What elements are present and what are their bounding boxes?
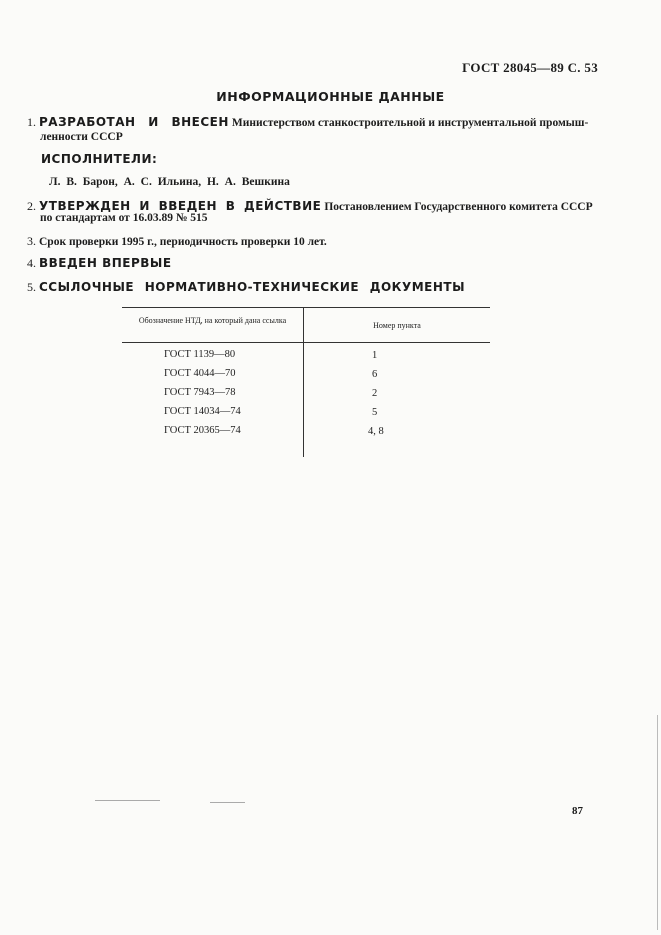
table-row-5-item: 4, 8 bbox=[368, 426, 384, 437]
references-table bbox=[122, 307, 490, 457]
section-2-number: 2. bbox=[27, 199, 36, 213]
running-header: ГОСТ 28045—89 С. 53 bbox=[462, 60, 598, 75]
section-2-text-continued: по стандартам от 16.03.89 № 515 bbox=[40, 212, 208, 224]
section-3 bbox=[27, 234, 327, 249]
section-3-number: 3. bbox=[27, 234, 36, 248]
section-1-text-continued: ленности СССР bbox=[40, 131, 123, 143]
section-4-number: 4. bbox=[27, 256, 36, 270]
scan-artifact bbox=[95, 800, 160, 801]
table-row-2-document: ГОСТ 4044—70 bbox=[164, 368, 236, 379]
table-header-document: Обозначение НТД, на который дана ссылка bbox=[138, 316, 287, 325]
table-row-4-item: 5 bbox=[372, 407, 378, 418]
table-row-3-document: ГОСТ 7943—78 bbox=[164, 387, 236, 398]
table-top-rule bbox=[122, 307, 490, 308]
section-3-text: Срок проверки 1995 г., периодичность проверки 10 лет. bbox=[39, 236, 327, 248]
section-4 bbox=[27, 256, 172, 271]
page-title: ИНФОРМАЦИОННЫЕ ДАННЫЕ bbox=[216, 89, 445, 104]
section-1-heading: РАЗРАБОТАН И ВНЕСЕН bbox=[39, 115, 229, 129]
performers-heading: ИСПОЛНИТЕЛИ: bbox=[41, 152, 158, 166]
page-number: 87 bbox=[572, 805, 583, 817]
section-1-number: 1. bbox=[27, 115, 36, 129]
scan-artifact bbox=[210, 802, 245, 803]
scan-edge bbox=[657, 715, 658, 930]
section-2-text: Постановлением Государственного комитета СССР bbox=[324, 201, 593, 213]
table-header-item-number: Номер пункта bbox=[373, 321, 421, 330]
section-5 bbox=[27, 280, 465, 295]
table-row-2-item: 6 bbox=[372, 369, 378, 380]
table-row-3-item: 2 bbox=[372, 388, 378, 399]
section-2-heading: УТВЕРЖДЕН И ВВЕДЕН В ДЕЙСТВИЕ bbox=[39, 199, 322, 213]
section-5-heading: ССЫЛОЧНЫЕ НОРМАТИВНО-ТЕХНИЧЕСКИЕ ДОКУМЕНТЫ bbox=[39, 280, 466, 294]
section-1-text: Министерством станкостроительной и инструментальной промыш- bbox=[231, 117, 589, 129]
table-row-5-document: ГОСТ 20365—74 bbox=[164, 425, 241, 436]
section-5-number: 5. bbox=[27, 280, 36, 294]
table-row-1-item: 1 bbox=[372, 350, 378, 361]
table-row-1-document: ГОСТ 1139—80 bbox=[164, 349, 236, 360]
table-row-4-document: ГОСТ 14034—74 bbox=[164, 406, 241, 417]
section-4-heading: ВВЕДЕН ВПЕРВЫЕ bbox=[39, 256, 172, 270]
performers-names: Л. В. Барон, А. С. Ильина, Н. А. Вешкина bbox=[49, 176, 290, 188]
table-header-rule bbox=[122, 342, 490, 343]
section-1 bbox=[27, 115, 588, 130]
